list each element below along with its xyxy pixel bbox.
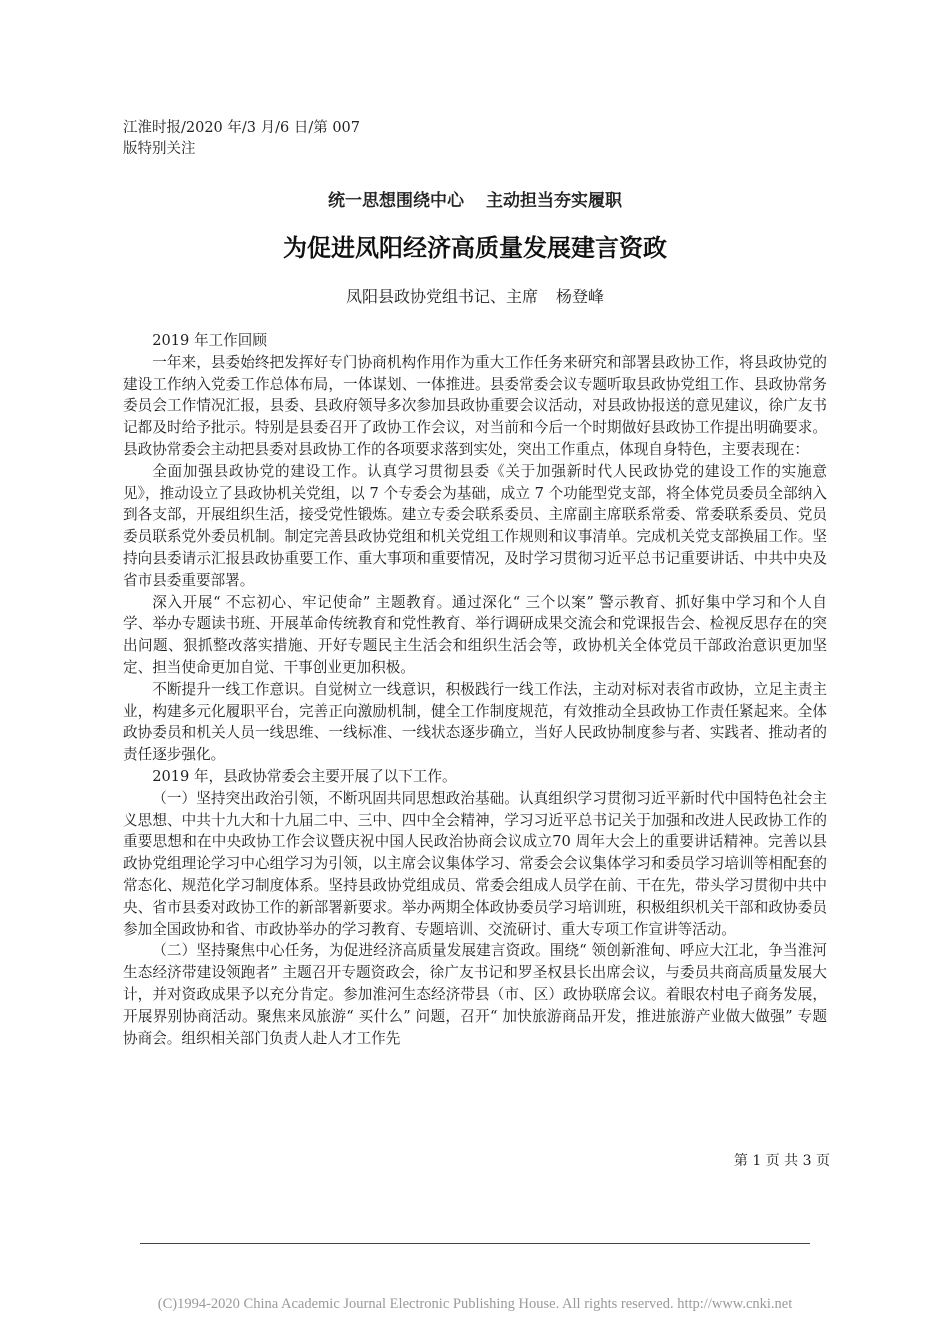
article-subtitle xyxy=(0,186,950,211)
paragraph: 2019 年工作回顾 xyxy=(152,332,267,349)
author-name: 杨登峰 xyxy=(556,287,605,306)
footer-divider xyxy=(140,1243,810,1244)
author-line xyxy=(0,284,950,307)
paragraph: （一）坚持突出政治引领，不断巩固共同思想政治基础。认真组织学习贯彻习近平新时代中国特色社会主义思想、中共十九大和十九届二中、三中、四中全会精神，学习习近平总书记关于加强和改进人民政协工作的重要思想和在中央政协工作会议暨庆祝中国人民政治协商会议成立70 周年大会上的重要讲话精神。完善以县政协党组理论学习中心组学习为引领，以主席会议集体学习、常委会会议集体学习和委员学习培训等相配套的常态化、规范化学习制度体系。坚持县政协党组成员、常委会组成人员学在前、干在先，带头学习贯彻中共中央、省市县委对政协工作的新部署新要求。举办两期全体政协委员学习培训班，积极组织机关干部和政协委员参加全国政协和省、市政协举办的学习教育、专题培训、交流研讨、重大专项工作宣讲等活动。 xyxy=(123,789,827,938)
article-body xyxy=(123,330,827,1049)
paragraph: （二）坚持聚焦中心任务，为促进经济高质量发展建言资政。围绕“ 领创新淮甸、呼应大江北，争当淮河生态经济带建设领跑者” 主题召开专题资政会，徐广友书记和罗圣权县长出席会议，与委员共商高质量发展大计，并对资政成果予以充分肯定。参加淮河生态经济带县（市、区）政协联席会议。着眼农村电子商务发展，开展界别协商活动。聚焦来凤旅游“ 买什么” 问题，召开“ 加快旅游商品开发，推进旅游产业做大做强” 专题协商会。组织相关部门负责人赴人才工作先 xyxy=(123,942,827,1047)
article-title: 为促进凤阳经济高质量发展建言资政 xyxy=(283,234,667,262)
paragraph: 一年来，县委始终把发挥好专门协商机构作用作为重大工作任务来研究和部署县政协工作，将县政协党的建设工作纳入党委工作总体布局，一体谋划、一体推进。县委常委会议专题听取县政协党组工作、县政协常务委员会工作情况汇报，县委、县政府领导多次参加县政协重要会议活动，对县政协报送的意见建议，徐广友书记都及时给予批示。特别是县委召开了政协工作会议，对当前和今后一个时期做好县政协工作提出明确要求。县政协常委会主动把县委对县政协工作的各项要求落到实处，突出工作重点，体现自身特色，主要表现在： xyxy=(123,353,827,458)
paragraph: 不断提升一线工作意识。自觉树立一线意识，积极践行一线工作法，主动对标对表省市政协，立足主责主业，构建多元化履职平台，完善正向激励机制，健全工作制度规范，有效推动全县政协工作责任紧起来。全体政协委员和机关人员一线思维、一线标准、一线状态逐步确立，当好人民政协制度参与者、实践者、推动者的责任逐步强化。 xyxy=(123,680,827,764)
subtitle-part-1: 统一思想围绕中心 xyxy=(328,191,464,211)
paragraph: 全面加强县政协党的建设工作。认真学习贯彻县委《关于加强新时代人民政协党的建设工作的实施意见》，推动设立了县政协机关党组，以 7 个专委会为基础，成立 7 个功能型党支部，将全体党员委员全部纳入到各支部，开展组织生活，接受党性锻炼。建立专委会联系委员、主席副主席联系常委、常委联系委员、党员委员联系党外委员机制。制定完善县政协党组和机关党组工作规则和议事清单。完成机关党支部换届工作。坚持向县委请示汇报县政协重要工作、重大事项和重要情况，及时学习贯彻习近平总书记重要讲话、中共中央及省市县委重要部署。 xyxy=(123,462,827,589)
paragraph: 2019 年，县政协常委会主要开展了以下工作。 xyxy=(152,767,457,785)
copyright-notice: (C)1994-2020 China Academic Journal Electronic Publishing House. All rights reserved. http://www.cnki.net xyxy=(157,1296,793,1312)
source-line: 江淮时报/2020 年/3 月/6 日/第 007 版特别关注 xyxy=(123,120,361,157)
author-role: 凤阳县政协党组书记、主席 xyxy=(345,287,538,306)
paragraph: 深入开展“ 不忘初心、牢记使命” 主题教育。通过深化“ 三个以案” 警示教育、抓好集中学习和个人自学、举办专题读书班、开展革命传统教育和党性教育、举行调研成果交流会和党课报告会、检视反思存在的突出问题、狠抓整改落实措施、开好专题民主生活会和组织生活会等，政协机关全体党员干部政治意识更加坚定、担当使命更加自觉、干事创业更加积极。 xyxy=(123,593,827,676)
subtitle-part-2: 主动担当夯实履职 xyxy=(486,191,622,211)
page-indicator: 第 1 页 共 3 页 xyxy=(733,1153,830,1169)
